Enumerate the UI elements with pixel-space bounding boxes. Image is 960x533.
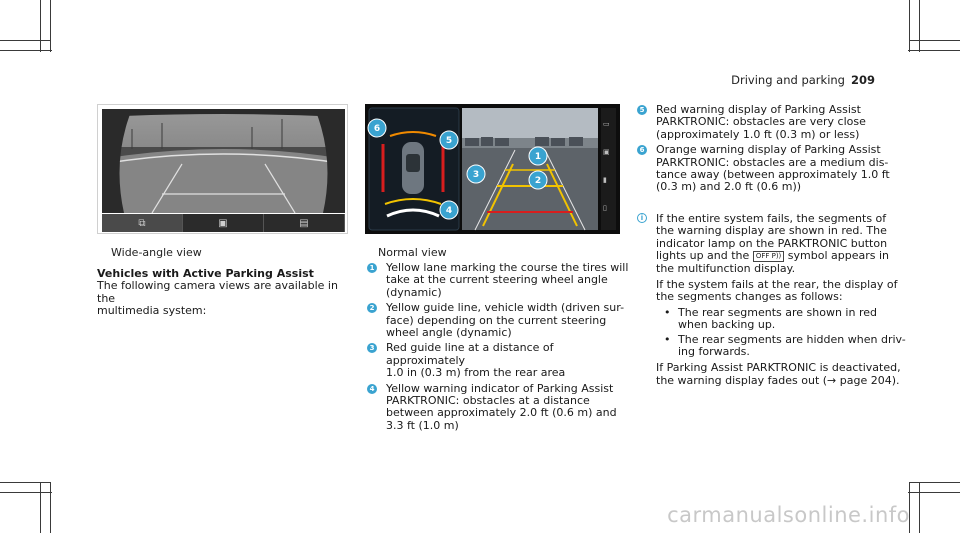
list-line: between approximately 2.0 ft (0.6 m) and <box>386 406 617 420</box>
watermark: carmanualsonline.info <box>667 503 910 527</box>
svg-text:2: 2 <box>534 176 542 186</box>
figure-caption-middle: Normal view <box>378 246 447 259</box>
list-item <box>367 342 632 379</box>
list-line: (0.3 m) and 2.0 ft (0.6 m)) <box>656 180 802 194</box>
bullet-item <box>664 307 912 332</box>
info-line: the multifunction display. <box>656 261 796 275</box>
crop-mark <box>909 0 910 52</box>
car-rear-icon: ▣ <box>218 217 228 229</box>
svg-text:3: 3 <box>472 170 480 180</box>
list-item <box>637 144 907 194</box>
info-line: the segments changes as follows: <box>656 290 843 304</box>
list-line: (approximately 1.0 ft (0.3 m) or less) <box>656 127 860 141</box>
parktronic-off-icon: OFF P)) <box>753 251 784 262</box>
info-line: the warning display are shown in red. The <box>656 224 887 238</box>
car-side-icon: ▤ <box>299 217 309 229</box>
crop-mark <box>910 40 960 41</box>
crop-mark <box>919 0 920 52</box>
info-line: If the system fails at the rear, the display of <box>656 278 898 292</box>
crop-mark <box>919 482 920 533</box>
bullet-line: • The rear segments are shown in red <box>678 305 877 319</box>
page-number: 209 <box>850 73 875 87</box>
legend-list-middle <box>367 262 632 435</box>
list-line: Yellow lane marking the course the tires will <box>386 261 629 274</box>
crop-mark <box>50 0 51 52</box>
info-line <box>656 250 912 262</box>
list-line: 1.0 in (0.3 m) from the rear area <box>386 366 566 380</box>
svg-text:5: 5 <box>445 136 453 146</box>
svg-text:6: 6 <box>373 124 381 134</box>
list-item <box>367 262 632 299</box>
crop-mark <box>40 482 41 533</box>
info-icon: i <box>637 213 647 223</box>
list-line: Red guide line at a distance of approximately <box>386 341 554 367</box>
section-heading: Vehicles with Active Parking Assist <box>97 267 314 280</box>
crop-mark <box>908 50 960 51</box>
info-line: If the entire system fails, the segments of <box>656 212 887 225</box>
crop-mark <box>50 482 51 533</box>
list-line: Yellow guide line, vehicle width (driven sur- <box>386 301 625 315</box>
wide-angle-camera-figure <box>97 104 348 234</box>
list-item <box>367 383 632 433</box>
crop-mark <box>910 482 960 483</box>
bullet-line: • The rear segments are hidden when driv- <box>678 332 906 346</box>
list-line: PARKTRONIC: obstacles are a medium dis- <box>656 155 889 169</box>
wide-angle-view-button[interactable] <box>102 214 183 232</box>
svg-text:▯: ▯ <box>603 204 607 212</box>
crop-mark <box>0 492 52 493</box>
page-header <box>731 73 875 87</box>
car-top-icon: ⧉ <box>138 217 146 229</box>
number-badge: 2 <box>367 303 377 313</box>
svg-text:▮: ▮ <box>603 176 607 184</box>
list-line: Orange warning display of Parking Assist <box>656 143 881 157</box>
info-text: lights up and the <box>656 249 750 263</box>
legend-list-right <box>637 104 907 197</box>
number-badge: 3 <box>367 343 377 353</box>
bullet-line: when backing up. <box>678 318 776 332</box>
wide-angle-camera-image <box>102 109 345 213</box>
list-line: PARKTRONIC: obstacles at a distance <box>386 394 590 408</box>
crop-mark <box>908 492 960 493</box>
car-top-icon <box>402 142 424 194</box>
list-item <box>367 302 632 339</box>
list-line: wheel angle (dynamic) <box>386 326 512 340</box>
svg-text:▭: ▭ <box>603 120 610 128</box>
number-badge: 5 <box>637 105 647 115</box>
svg-text:▣: ▣ <box>603 148 610 156</box>
normal-view-button[interactable] <box>183 214 264 232</box>
intro-line-2: multimedia system: <box>97 304 207 318</box>
top-view-button[interactable] <box>264 214 345 232</box>
svg-text:1: 1 <box>534 152 542 162</box>
list-line: face) depending on the current steering <box>386 313 607 327</box>
closing-line: the warning display fades out (→ page 204). <box>656 373 900 387</box>
crop-mark <box>0 40 50 41</box>
list-line: 3.3 ft (1.0 m) <box>386 418 459 432</box>
intro-line-1: The following camera views are available in the <box>97 279 338 305</box>
info-line: indicator lamp on the PARKTRONIC button <box>656 236 888 250</box>
svg-text:4: 4 <box>445 206 453 216</box>
list-item <box>637 104 907 141</box>
list-line: PARKTRONIC: obstacles are very close <box>656 115 866 129</box>
list-line: Red warning display of Parking Assist <box>656 103 861 116</box>
normal-view-figure <box>365 104 620 234</box>
info-note <box>637 213 912 387</box>
number-badge: 4 <box>367 384 377 394</box>
section-title: Driving and parking <box>731 73 845 87</box>
number-badge: 6 <box>637 145 647 155</box>
number-badge: 1 <box>367 263 377 273</box>
crop-mark <box>0 482 50 483</box>
closing-line: If Parking Assist PARKTRONIC is deactivated, <box>656 361 901 375</box>
crop-mark <box>0 50 52 51</box>
info-text: symbol appears in <box>787 249 890 263</box>
list-line: tance away (between approximately 1.0 ft <box>656 168 890 182</box>
camera-view-selector <box>102 214 345 232</box>
bullet-line: ing forwards. <box>678 345 750 359</box>
crop-mark <box>40 0 41 52</box>
list-line: Yellow warning indicator of Parking Assist <box>386 381 614 395</box>
list-line: (dynamic) <box>386 285 442 299</box>
bullet-list <box>656 307 912 359</box>
list-line: take at the current steering wheel angle <box>386 273 608 287</box>
bullet-item <box>664 334 912 359</box>
figure-caption-left: Wide-angle view <box>111 246 202 259</box>
